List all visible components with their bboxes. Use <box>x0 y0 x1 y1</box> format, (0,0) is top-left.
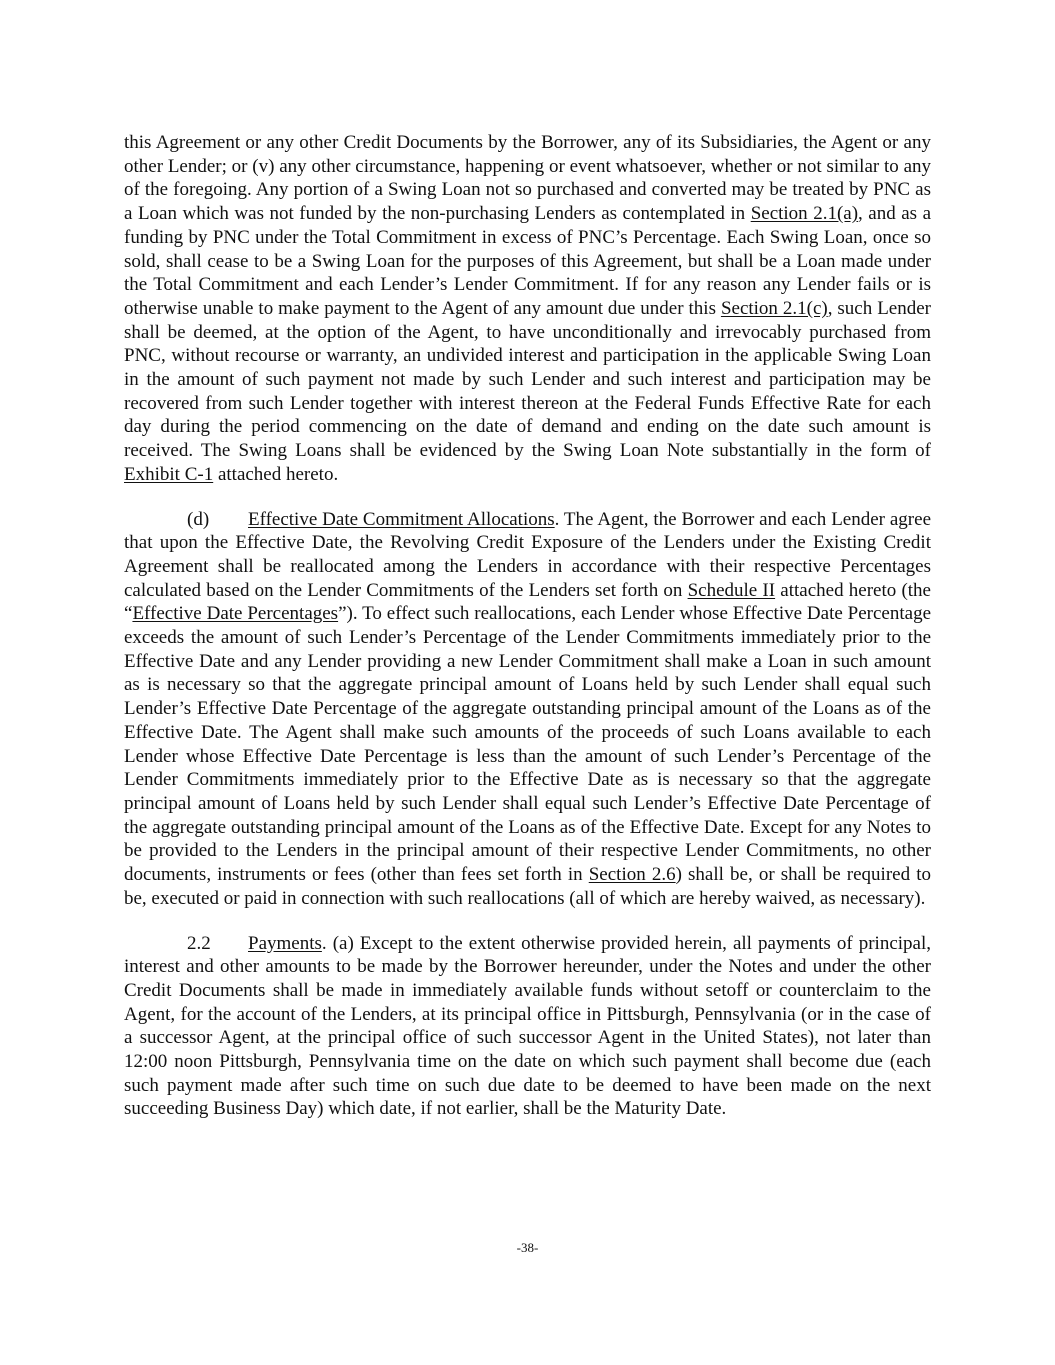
text-run: ) shall be, or shall be required to be, executed or paid in connection with such reallocations (all of which are hereby waived, as necessary). <box>124 864 931 909</box>
swing-loan-paragraph <box>124 131 931 487</box>
defined-term: Effective Date Percentages <box>132 603 339 625</box>
page-number: -38- <box>516 1240 539 1255</box>
effective-date-allocations-paragraph <box>124 508 931 911</box>
text-run: this Agreement or any other Credit Documents by the Borrower, any of its Subsidiaries, the Agent or any other Lender; or (v) any other circumstance, happening or event whatsoever, whether or not similar to any of the foregoing. Any portion of a Swing Loan not so purchased and converted may be treated by PNC as a Loan which was not funded by the non-purchasing Lenders as contemplated in <box>124 132 931 225</box>
schedule-reference: Schedule II <box>687 579 776 601</box>
document-page <box>124 131 931 1121</box>
text-run: . The Agent, the Borrower and each Lender agree that upon the Effective Date, the Revolving Credit Exposure of the Lenders under the Existing Credit Agreement shall be reallocated among the Lenders in accordance with their respective Percentages calculated based on the Lender Commitments of the Lenders set forth on <box>124 508 932 601</box>
section-reference: Section 2.1(c) <box>720 297 828 319</box>
section-number: 2.2 <box>187 932 211 954</box>
text-run: ”). To effect such reallocations, each Lender whose Effective Date Percentage exceeds the amount of such Lender’s Percentage of the Lender Commitments immediately prior to the Effective Date and any Lender providing a new Lender Commitment shall make a Loan in such amount as is necessary so that the aggregate principal amount of Loans held by such Lender shall equal such Lender’s Effective Date Percentage of the aggregate outstanding principal amount of the Loans as of the Effective Date. The Agent shall make such amounts of the proceeds of such Loans available to each Lender whose Effective Date Percentage is less than the amount of such Lender’s Percentage of the Lender Commitments immediately prior to the Effective Date as is necessary so that the aggregate principal amount of Loans held by such Lender shall equal such Lender’s Effective Date Percentage of the aggregate outstanding principal amount of the Loans as of the Effective Date. Except for any Notes to be provided to the Lenders in the principal amount of their respective Lender Commitments, no other documents, instruments or fees (other than fees set forth in <box>124 603 932 886</box>
subsection-label: (d) <box>187 508 210 530</box>
text-run: attached hereto (the “ <box>124 579 931 625</box>
section-heading: Payments <box>248 932 322 954</box>
text-run: attached hereto. <box>213 463 339 485</box>
text-run: . (a) Except to the extent otherwise provided herein, all payments of principal, interest and other amounts to be made by the Borrower hereunder, under the Notes and under the other Credit Documents shall be made in immediately available funds without setoff or counterclaim to the Agent, for the account of the Lenders, at its principal office in Pittsburgh, Pennsylvania (or in the case of a successor Agent, at the principal office of such successor Agent in the United States), not later than 12:00 noon Pittsburgh, Pennsylvania time on the date on which such payment shall become due (each such payment made after such time on such due date to be deemed to have been made on the next succeeding Business Day) which date, if not earlier, shall be the Maturity Date. <box>124 932 931 1120</box>
text-run: , and as a funding by PNC under the Total Commitment in excess of PNC’s Percentage. Each Swing Loan, once so sold, shall cease to be a Swing Loan for the purposes of this Agreement, but shall be a Loan made under the Total Commitment and each Lender’s Lender Commitment. If for any reason any Lender fails or is otherwise unable to make payment to the Agent of any amount due under this <box>124 203 932 319</box>
subsection-heading: Effective Date Commitment Allocations <box>248 508 555 530</box>
section-reference: Section 2.6 <box>588 864 676 886</box>
payments-paragraph <box>124 932 931 1122</box>
section-reference: Section 2.1(a) <box>750 203 859 225</box>
text-run: , such Lender shall be deemed, at the option of the Agent, to have unconditionally and irrevocably purchased from PNC, without recourse or warranty, an undivided interest and participation in the applicable Swing Loan in the amount of such payment not made by such Lender and such interest and participation may be recovered from such Lender together with interest thereon at the Federal Funds Effective Rate for each day during the period commencing on the date of demand and ending on the date such amount is received. The Swing Loans shall be evidenced by the Swing Loan Note substantially in the form of <box>124 297 931 462</box>
exhibit-reference: Exhibit C-1 <box>124 463 214 485</box>
